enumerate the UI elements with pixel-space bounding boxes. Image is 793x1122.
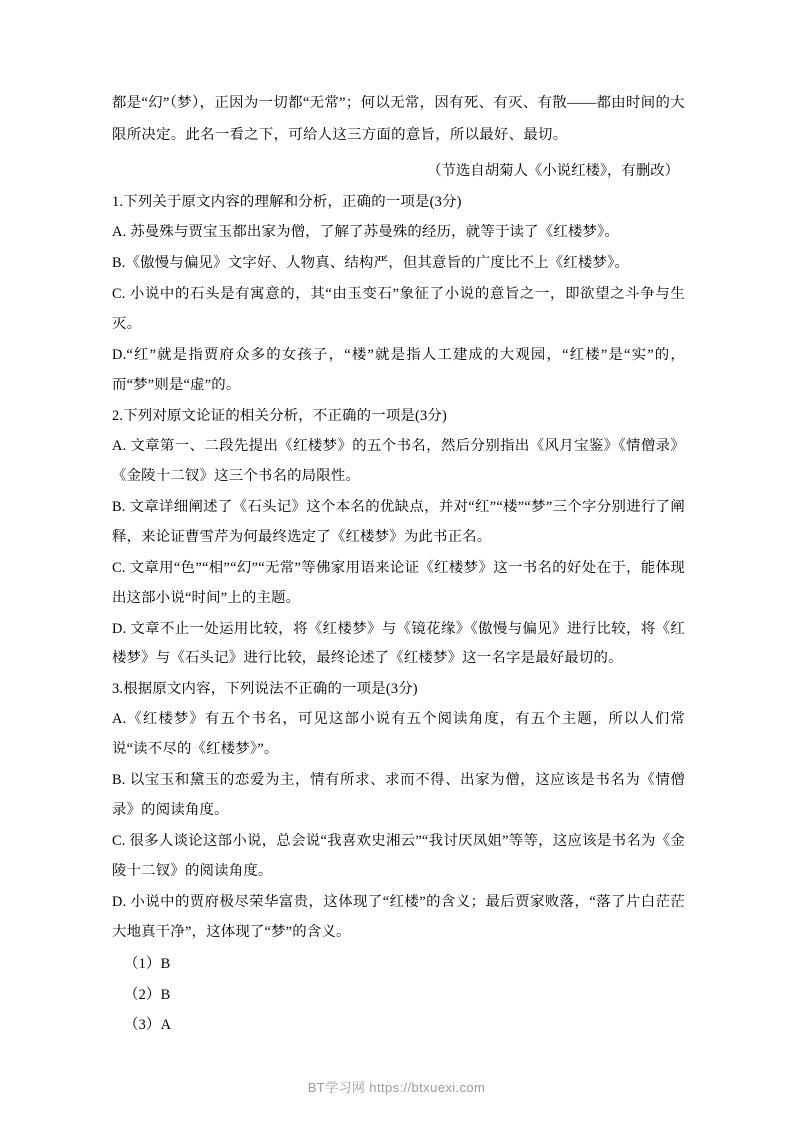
question-2-option-d: D. 文章不止一处运用比较，将《红楼梦》与《镜花缘》《傲慢与偏见》进行比较，将《红楼梦》与《石头记》进行比较，最终论述了《红楼梦》这一名字是最好最切的。 [112,620,685,667]
question-3-option-c: C. 很多人谈论这部小说，总会说“我喜欢史湘云”“我讨厌凤姐”等等，这应该是书名为《金陵十二钗》的阅读角度。 [112,833,685,880]
question-3-option-b: B. 以宝玉和黛玉的恋爱为主，情有所求、求而不得、出家为僧，这应该是书名为《情僧录》的阅读角度。 [112,772,685,819]
question-2-option-c: C. 文章用“色”“相”“幻”“无常”等佛家用语来论证《红楼梦》这一书名的好处在于，能体现出这部小说“时间”上的主题。 [112,559,685,606]
watermark: BT学习网 https://btxuexi.com [307,1080,486,1095]
question-1-option-b: B.《傲慢与偏见》文字好、人物真、结构严，但其意旨的广度比不上《红楼梦》。 [112,255,630,272]
question-3-stem: 3.根据原文内容，下列说法不正确的一项是(3分) [112,681,418,698]
answer-3: （3）A [124,1017,172,1034]
top-paragraph: 都是“幻”（梦），正因为一切都“无常”；何以无常，因有死、有灭、有散——都由时间的大限所决定。此名一看之下，可给人这三方面的意旨，所以最好、最切。 [112,95,685,143]
question-3-option-d: D. 小说中的贾府极尽荣华富贵，这体现了“红楼”的含义；最后贾家败落，“落了片白茫茫大地真干净”，这体现了“梦”的含义。 [112,894,685,941]
question-1-option-d: D.“红”就是指贾府众多的女孩子，“楼”就是指人工建成的大观园，“红楼”是“实”的，而“梦”则是“虚”的。 [112,346,685,393]
answer-1: （1）B [124,956,171,973]
question-2-option-b: B. 文章详细阐述了《石头记》这个本名的优缺点，并对“红”“楼”“梦”三个字分别进行了阐释，来论证曹雪芹为何最终选定了《红楼梦》为此书正名。 [112,498,685,545]
question-1-stem: 1.下列关于原文内容的理解和分析，正确的一项是(3分) [112,194,462,211]
question-3-option-a: A.《红楼梦》有五个书名，可见这部小说有五个阅读角度，有五个主题，所以人们常说“读不尽的《红楼梦》”。 [112,711,685,758]
question-2-option-a: A. 文章第一、二段先提出《红楼梦》的五个书名，然后分别指出《风月宝鉴》《情僧录》《金陵十二钗》这三个书名的局限性。 [112,437,685,484]
answer-2: （2）B [124,986,171,1003]
question-2-stem: 2.下列对原文论证的相关分析，不正确的一项是(3分) [112,407,447,424]
question-1-option-c: C. 小说中的石头是有寓意的，其“由玉变石”象征了小说的意旨之一，即欲望之斗争与生灭。 [112,286,685,332]
source-note: （节选自胡菊人《小说红楼》，有删改） [427,162,679,179]
question-1-option-a: A. 苏曼殊与贾宝玉都出家为僧，了解了苏曼殊的经历，就等于读了《红楼梦》。 [112,224,620,241]
